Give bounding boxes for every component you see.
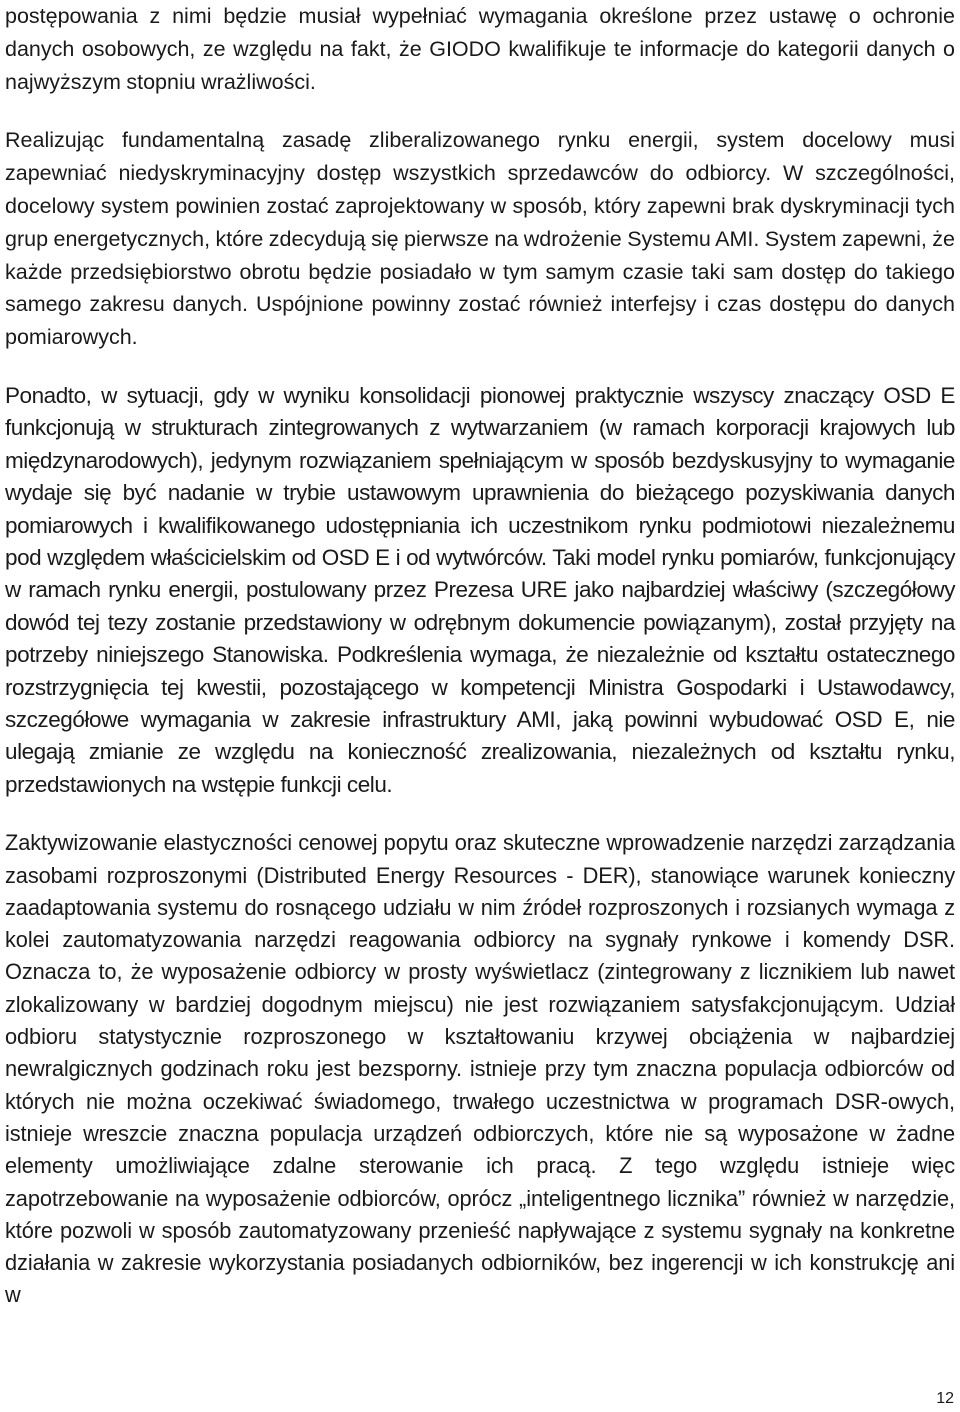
paragraph-price-elasticity: Zaktywizowanie elastyczności cenowej popytu oraz skuteczne wprowadzenie narzędzi zarządzania zasobami rozproszonymi (Distributed Energy Resources - DER), stanowiące warunek konieczny zaadaptowania systemu do rosnącego udziału w nim źródeł rozproszonych i rozsianych wymaga z kolei zautomatyzowania narzędzi reagowania odbiorcy na sygnały rynkowe i komendy DSR. Oznacza to, że wyposażenie odbiorcy w prosty wyświetlacz (zintegrowany z licznikiem lub nawet zlokalizowany w bardziej dogodnym miejscu) nie jest rozwiązaniem satysfakcjonującym. Udział odbioru statystycznie rozproszonego w kształtowaniu krzywej obciążenia w najbardziej newralgicznych godzinach roku jest bezsporny. istnieje przy tym znaczna populacja odbiorców od których nie można oczekiwać świadomego, trwałego uczestnictwa w programach DSR-owych, istnieje wreszcie znaczna populacja urządzeń odbiorczych, które nie są wyposażone w żadne elementy umożliwiające zdalne sterowanie ich pracą. Z tego względu istnieje więc zapotrzebowanie na wyposażenie odbiorców, oprócz „inteligentnego licznika” również w narzędzie, które pozwoli w sposób zautomatyzowany przenieść napływające z systemu sygnały na konkretne działania w zakresie wykorzystania posiadanych odbiorników, bez ingerencji w ich konstrukcję ani w	[5, 830, 955, 1308]
paragraph-intro: postępowania z nimi będzie musiał wypełniać wymagania określone przez ustawę o ochronie danych osobowych, ze względu na fakt, że GIODO kwalifikuje te informacje do kategorii danych o najwyższym stopniu wrażliwości.	[5, 4, 955, 94]
page-number: 12	[936, 1390, 954, 1407]
paragraph-market-access: Realizując fundamentalną zasadę zliberalizowanego rynku energii, system docelowy musi zapewniać niedyskryminacyjny dostęp wszystkich sprzedawców do odbiorcy. W szczególności, docelowy system powinien zostać zaprojektowany w sposób, który zapewni brak dyskryminacji tych grup energetycznych, które zdecydują się pierwsze na wdrożenie Systemu AMI. System zapewni, że każde przedsiębiorstwo obrotu będzie posiadało w tym samym czasie taki sam dostęp do takiego samego zakresu danych. Uspójnione powinny zostać również interfejsy i czas dostępu do danych pomiarowych.	[5, 128, 956, 350]
paragraph-osd-consolidation: Ponadto, w sytuacji, gdy w wyniku konsolidacji pionowej praktycznie wszyscy znaczący OSD E funkcjonują w strukturach zintegrowanych z wytwarzaniem (w ramach korporacji krajowych lub międzynarodowych), jedynym rozwiązaniem spełniającym w sposób bezdyskusyjny to wymaganie wydaje się być nadanie w trybie ustawowym uprawnienia do bieżącego pozyskiwania danych pomiarowych i kwalifikowanego udostępniania ich uczestnikom rynku podmiotowi niezależnemu pod względem właścicielskim od OSD E i od wytwórców. Taki model rynku pomiarów, funkcjonujący w ramach rynku energii, postulowany przez Prezesa URE jako najbardziej właściwy (szczegółowy dowód tej tezy zostanie przedstawiony w odrębnym dokumencie powiązanym), został przyjęty na potrzeby niniejszego Stanowiska. Podkreślenia wymaga, że niezależnie od kształtu ostatecznego rozstrzygnięcia tej kwestii, pozostającego w kompetencji Ministra Gospodarki i Ustawodawcy, szczegółowe wymagania w zakresie infrastruktury AMI, jaką powinni wybudować OSD E, nie ulegają zmianie ze względu na konieczność zrealizowania, niezależnych od kształtu rynku, przedstawionych na wstępie funkcji celu.	[5, 382, 955, 797]
document-page	[5, 0, 955, 1312]
